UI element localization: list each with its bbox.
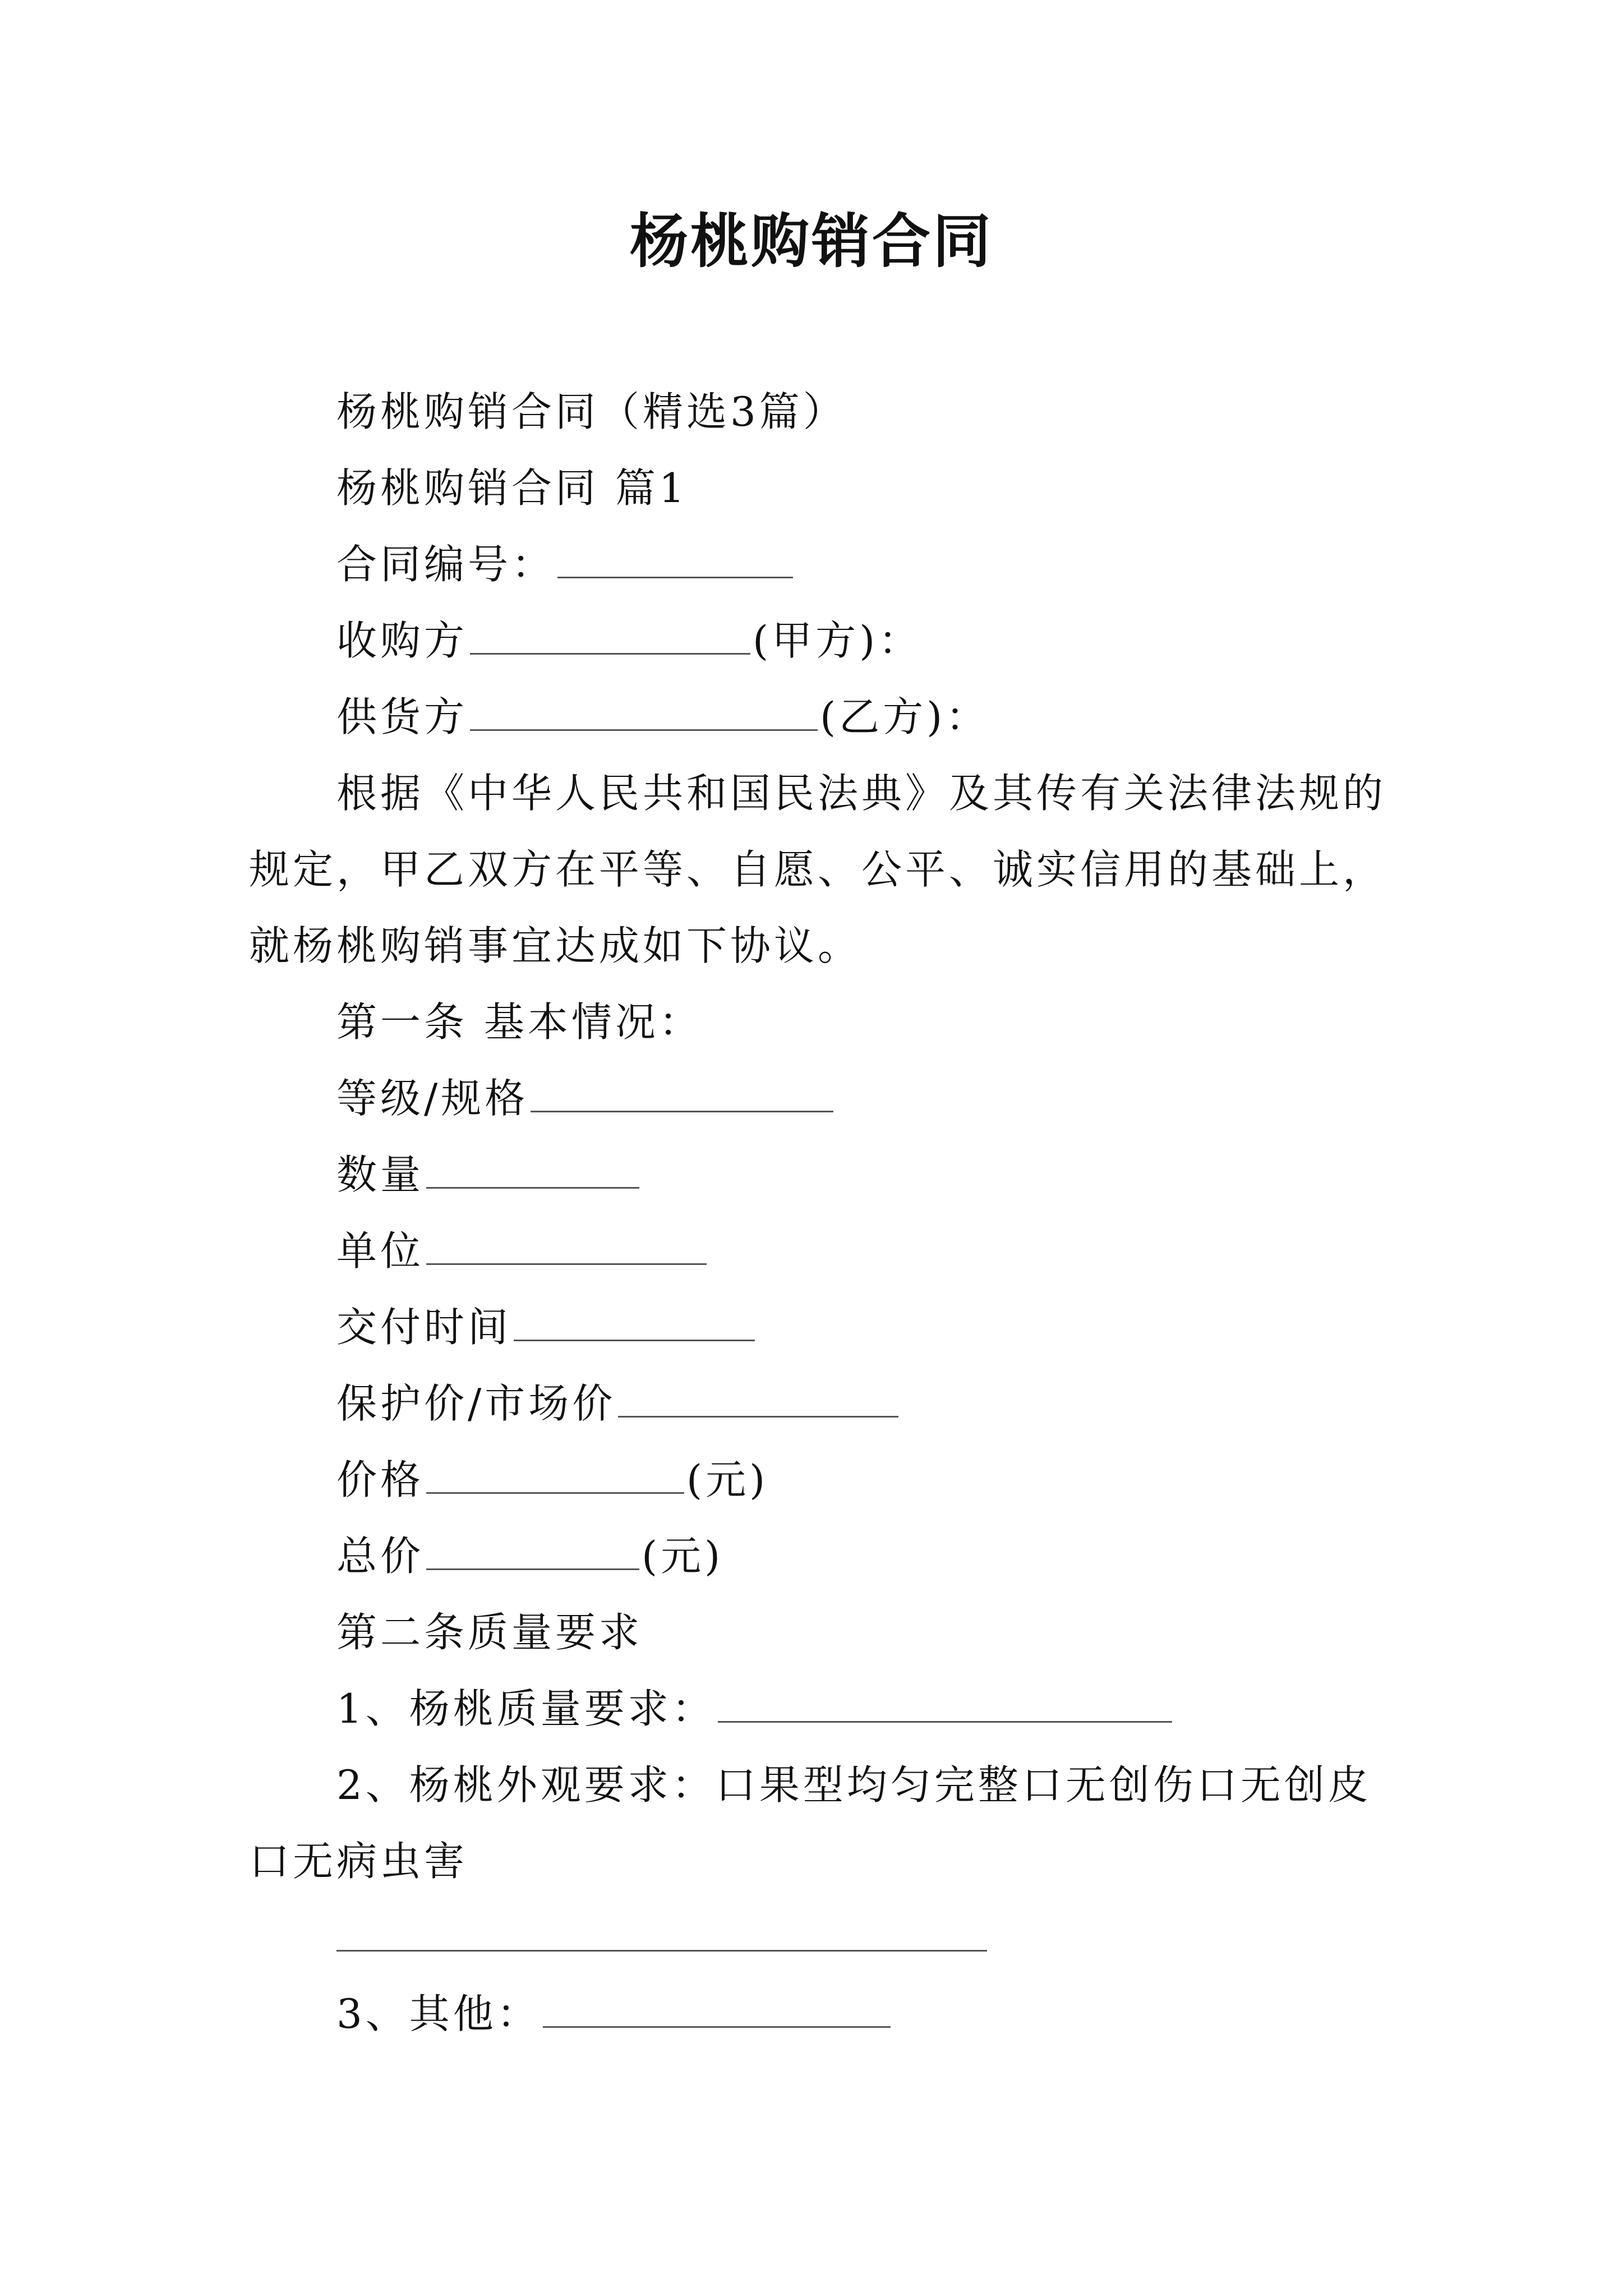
quantity-blank (426, 1150, 639, 1189)
unit-label: 单位 (336, 1227, 425, 1274)
other-blank (543, 1989, 891, 2028)
quantity-label: 数量 (336, 1151, 425, 1198)
contract-number-blank (557, 540, 793, 578)
quantity-line (336, 1147, 642, 1203)
buyer-blank (470, 616, 750, 655)
other-line (336, 1986, 893, 2042)
intro-paragraph-line-1: 根据《中华人民共和国民法典》及其传有关法律法规的 (336, 770, 1387, 817)
subtitle: 杨桃购销合同（精选3篇） (336, 388, 847, 435)
supplier-label: 供货方 (336, 693, 468, 740)
total-unit: (元) (642, 1533, 724, 1580)
buyer-line (336, 613, 922, 669)
document-title: 杨桃购销合同 (629, 206, 993, 275)
appearance-line-2: 口无病虫害 (249, 1838, 468, 1885)
buyer-label: 收购方 (336, 617, 468, 664)
total-label: 总价 (336, 1533, 425, 1580)
unit-line (336, 1223, 709, 1279)
supplier-suffix: (乙方)： (820, 693, 990, 740)
delivery-time-label: 交付时间 (336, 1304, 512, 1351)
grade-blank (531, 1074, 833, 1112)
total-line (336, 1528, 723, 1584)
price-type-line (336, 1375, 901, 1432)
article-2-heading: 第二条质量要求 (336, 1609, 643, 1656)
appearance-line-1: 2、杨桃外观要求：口果型均匀完整口无创伤口无创皮 (336, 1761, 1372, 1809)
price-type-blank (618, 1379, 898, 1418)
appearance-blank (336, 1913, 987, 1952)
appearance-blank-line (336, 1910, 987, 1966)
quality-label: 1、杨桃质量要求： (336, 1685, 716, 1732)
price-label: 价格 (336, 1456, 425, 1503)
quality-blank (718, 1684, 1172, 1723)
grade-line (336, 1070, 836, 1126)
contract-number-label: 合同编号： (336, 541, 556, 588)
intro-paragraph-line-3: 就杨桃购销事宜达成如下协议。 (249, 922, 862, 969)
buyer-suffix: (甲方)： (753, 617, 923, 664)
price-unit: (元) (686, 1456, 769, 1503)
supplier-line (336, 689, 989, 745)
delivery-time-line (336, 1299, 757, 1355)
grade-label: 等级/规格 (336, 1075, 529, 1122)
price-type-label: 保护价/市场价 (336, 1380, 616, 1427)
contract-number-line (336, 536, 795, 592)
delivery-time-blank (514, 1303, 755, 1341)
intro-paragraph-line-2: 规定，甲乙双方在平等、自愿、公平、诚实信用的基础上， (249, 846, 1387, 893)
price-line (336, 1452, 768, 1508)
quality-line (336, 1681, 1174, 1737)
article-1-heading: 第一条 基本情况： (336, 999, 703, 1046)
other-label: 3、其他： (336, 1990, 541, 2037)
section-heading: 杨桃购销合同 篇1 (336, 464, 688, 512)
total-blank (426, 1531, 639, 1570)
supplier-blank (470, 692, 818, 731)
unit-blank (426, 1226, 707, 1265)
price-blank (426, 1455, 684, 1494)
